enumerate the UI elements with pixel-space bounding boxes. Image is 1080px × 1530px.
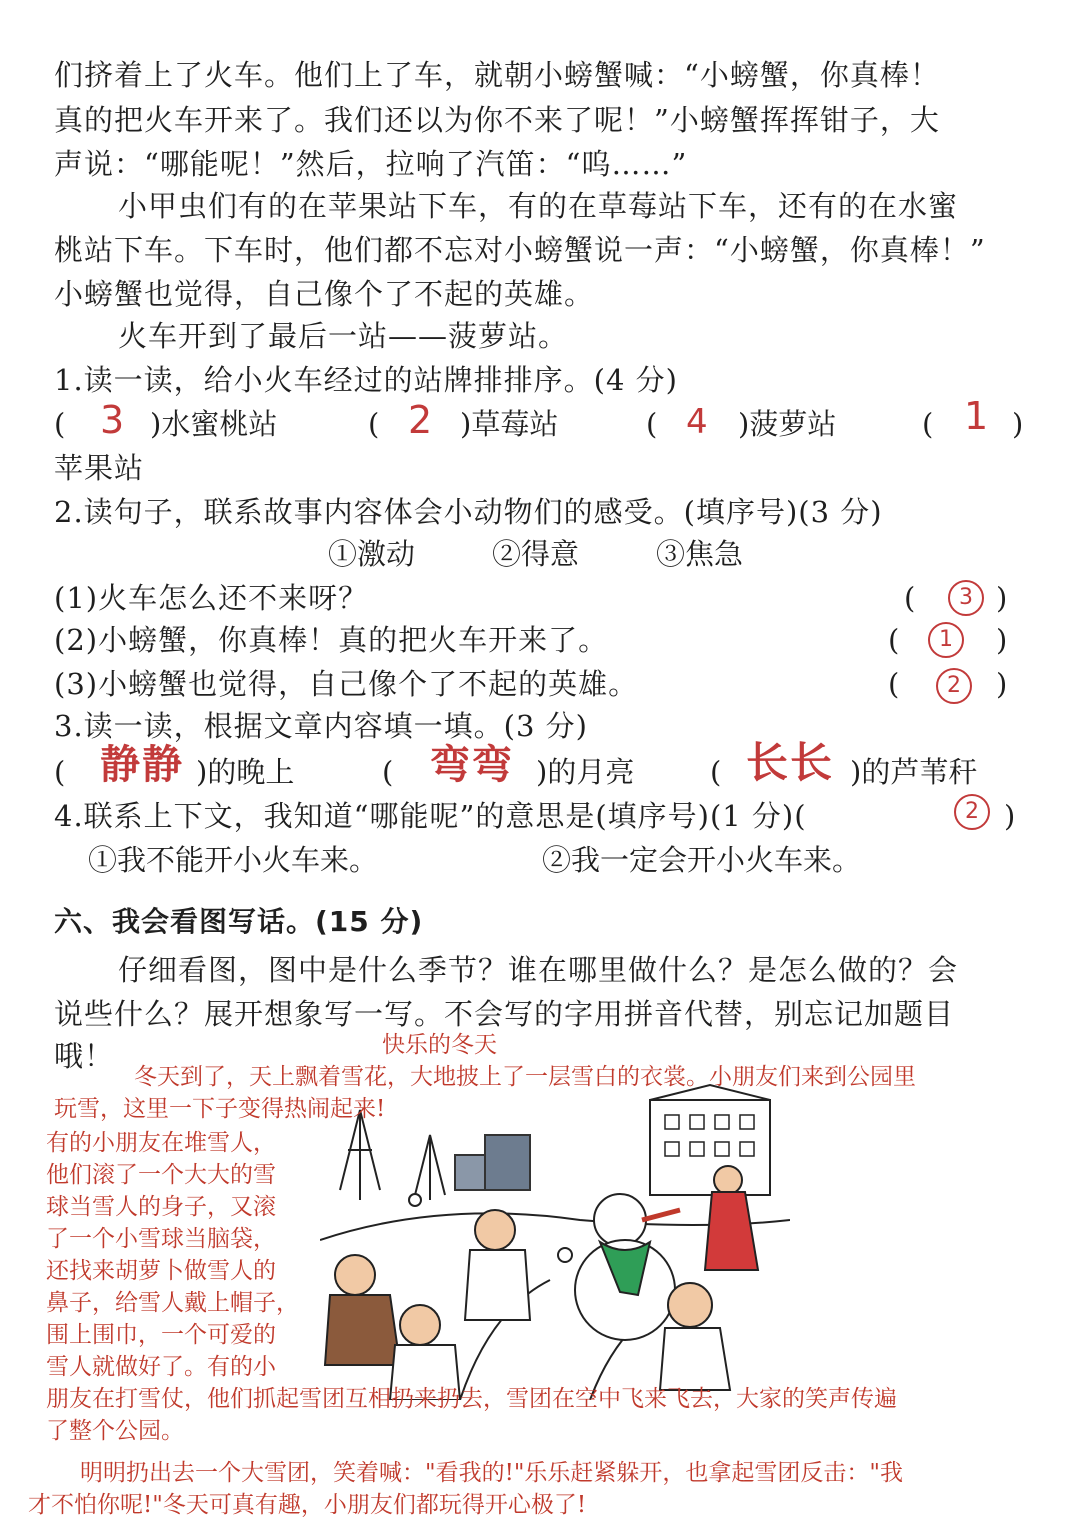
essay-line: 雪人就做好了。有的小 bbox=[46, 1354, 276, 1380]
story-line: 们挤着上了火车。他们上了车，就朝小螃蟹喊：“小螃蟹，你真棒！ bbox=[54, 58, 940, 92]
q3-prompt: 3.读一读，根据文章内容填一填。(3 分) bbox=[54, 709, 588, 743]
q3-bracket-open: ( bbox=[54, 755, 66, 789]
q2-option: ①激动 bbox=[328, 537, 416, 571]
q4-prompt: 4.联系上下文，我知道“哪能呢”的意思是(填序号)(1 分)( bbox=[54, 799, 807, 833]
essay-line: 明明扔出去一个大雪团，笑着喊："看我的!"乐乐赶紧躲开，也拿起雪团反击："我 bbox=[80, 1460, 903, 1486]
q3-label-1: )的晚上 bbox=[196, 755, 295, 789]
q2-option: ③焦急 bbox=[656, 537, 744, 571]
essay-line: 围上围巾，一个可爱的 bbox=[46, 1322, 276, 1348]
q2-prompt: 2.读句子，联系故事内容体会小动物们的感受。(填序号)(3 分) bbox=[54, 495, 883, 529]
section-instruction: 仔细看图，图中是什么季节？谁在哪里做什么？是怎么做的？会 bbox=[118, 953, 959, 987]
q2-bracket-close: ) bbox=[996, 581, 1008, 615]
winter-scene-illustration bbox=[320, 1080, 790, 1400]
q2-bracket-close: ) bbox=[996, 667, 1008, 701]
essay-line: 了一个小雪球当脑袋， bbox=[46, 1226, 276, 1252]
essay-line: 玩雪，这里一下子变得热闹起来! bbox=[54, 1096, 386, 1122]
essay-line: 了整个公园。 bbox=[46, 1418, 184, 1444]
story-line: 小甲虫们有的在苹果站下车，有的在草莓站下车，还有的在水蜜 bbox=[118, 189, 959, 223]
q1-bracket-open: ( bbox=[646, 407, 658, 441]
q2-bracket-open: ( bbox=[904, 581, 916, 615]
q4-answer[interactable]: 2 bbox=[954, 794, 990, 830]
q2-answer-3[interactable]: 2 bbox=[936, 668, 972, 704]
q3-bracket-open: ( bbox=[382, 755, 394, 789]
q3-answer-2[interactable]: 弯弯 bbox=[430, 741, 514, 788]
q1-answer-3[interactable]: 4 bbox=[686, 402, 708, 442]
q3-bracket-open: ( bbox=[710, 755, 722, 789]
q1-label-1: )水蜜桃站 bbox=[150, 407, 278, 441]
story-line: 小螃蟹也觉得，自己像个了不起的英雄。 bbox=[54, 277, 595, 311]
section-instruction: 哦！ bbox=[54, 1039, 115, 1073]
essay-line: 朋友在打雪仗，他们抓起雪团互相扔来扔去，雪团在空中飞来飞去，大家的笑声传遍 bbox=[46, 1386, 897, 1412]
q4-bracket-close: ) bbox=[1004, 799, 1016, 833]
q2-bracket-open: ( bbox=[888, 667, 900, 701]
q2-item-2: (2)小螃蟹，你真棒！真的把火车开来了。 bbox=[54, 623, 609, 657]
q1-label-3: )菠萝站 bbox=[738, 407, 837, 441]
story-line: 火车开到了最后一站——菠萝站。 bbox=[118, 319, 569, 353]
q2-bracket-close: ) bbox=[996, 623, 1008, 657]
q3-answer-1[interactable]: 静静 bbox=[100, 741, 184, 788]
essay-line: 才不怕你呢!"冬天可真有趣，小朋友们都玩得开心极了! bbox=[28, 1492, 587, 1518]
q4-option-2: ②我一定会开小火车来。 bbox=[542, 843, 862, 877]
essay-line: 还找来胡萝卜做雪人的 bbox=[46, 1258, 276, 1284]
q1-bracket-open: ( bbox=[368, 407, 380, 441]
q1-prompt: 1.读一读，给小火车经过的站牌排排序。(4 分) bbox=[54, 363, 678, 397]
q1-wrap-label: 苹果站 bbox=[54, 451, 145, 485]
story-line: 声说：“哪能呢！”然后，拉响了汽笛：“呜……” bbox=[54, 147, 688, 181]
q1-bracket-open: ( bbox=[54, 407, 66, 441]
q3-label-2: )的月亮 bbox=[536, 755, 635, 789]
q2-item-3: (3)小螃蟹也觉得，自己像个了不起的英雄。 bbox=[54, 667, 639, 701]
q1-bracket-open: ( bbox=[922, 407, 934, 441]
q2-answer-2[interactable]: 1 bbox=[928, 622, 964, 658]
q1-answer-4[interactable]: 1 bbox=[964, 394, 989, 438]
q2-option: ②得意 bbox=[492, 537, 580, 571]
q2-answer-1[interactable]: 3 bbox=[948, 580, 984, 616]
q1-bracket-close: ) bbox=[1012, 407, 1024, 441]
q1-answer-2[interactable]: 2 bbox=[408, 398, 433, 442]
q4-option-1: ①我不能开小火车来。 bbox=[88, 843, 379, 877]
essay-title: 快乐的冬天 bbox=[382, 1032, 497, 1058]
q1-answer-1[interactable]: 3 bbox=[100, 398, 125, 442]
essay-line: 鼻子，给雪人戴上帽子， bbox=[46, 1290, 299, 1316]
q2-item-1: (1)火车怎么还不来呀？ bbox=[54, 581, 369, 615]
story-line: 桃站下车。下车时，他们都不忘对小螃蟹说一声：“小螃蟹，你真棒！” bbox=[54, 233, 986, 267]
section-instruction: 说些什么？展开想象写一写。不会写的字用拼音代替，别忘记加题目 bbox=[54, 997, 955, 1031]
essay-line: 球当雪人的身子，又滚 bbox=[46, 1194, 276, 1220]
section-heading: 六、我会看图写话。(15 分) bbox=[54, 905, 424, 938]
q3-label-3: )的芦苇秆 bbox=[850, 755, 978, 789]
story-line: 真的把火车开来了。我们还以为你不来了呢！”小螃蟹挥挥钳子，大 bbox=[54, 103, 940, 137]
q1-label-2: )草莓站 bbox=[460, 407, 559, 441]
essay-line: 有的小朋友在堆雪人， bbox=[46, 1130, 276, 1156]
essay-line: 冬天到了，天上飘着雪花，大地披上了一层雪白的衣裳。小朋友们来到公园里 bbox=[134, 1064, 916, 1090]
essay-line: 他们滚了一个大大的雪 bbox=[46, 1162, 276, 1188]
q2-bracket-open: ( bbox=[888, 623, 900, 657]
q3-answer-3[interactable]: 长长 bbox=[746, 738, 835, 787]
